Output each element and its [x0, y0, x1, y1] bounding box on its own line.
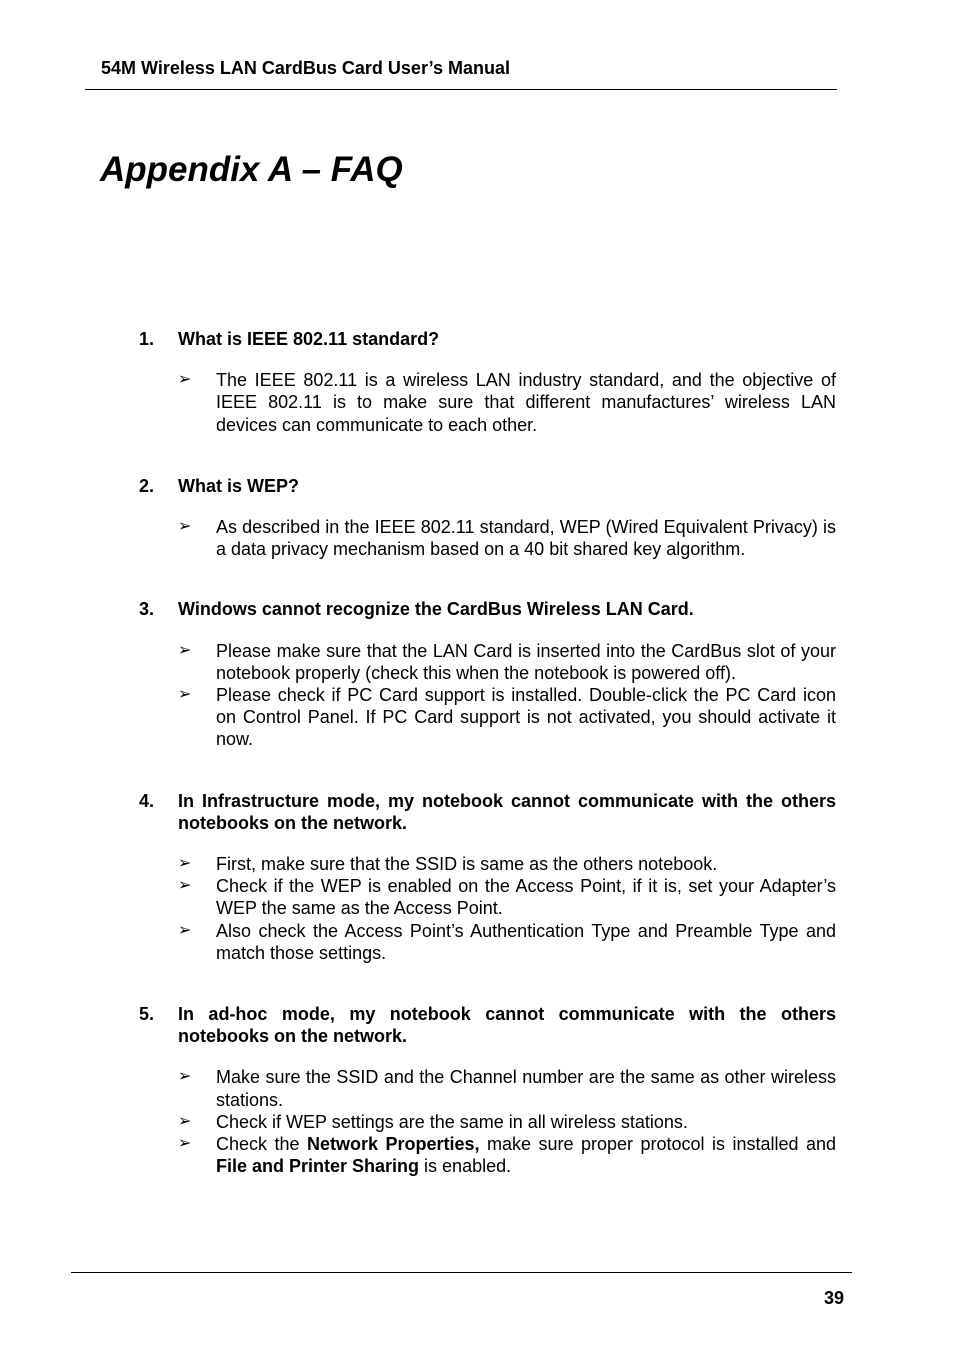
answer-text [216, 1133, 836, 1177]
question-text: In Infrastructure mode, my notebook cannot communicate with the others notebooks on the network. [178, 790, 836, 833]
answer-item [139, 684, 836, 751]
faq-item [139, 1003, 836, 1177]
answer-segment: Make sure the SSID and the Channel number are the same as other wireless stations. [216, 1067, 836, 1110]
answer-item [139, 875, 836, 919]
faq-list [139, 328, 836, 1216]
footer-divider [71, 1272, 852, 1273]
faq-question [139, 475, 836, 497]
header-divider [85, 89, 837, 90]
answer-text [216, 640, 836, 684]
arrow-bullet-icon: ➢ [178, 371, 192, 389]
arrow-bullet-icon: ➢ [178, 1112, 192, 1130]
question-text: What is WEP? [178, 475, 299, 496]
answer-segment: The IEEE 802.11 is a wireless LAN industry standard, and the objective of IEEE 802.11 is to make sure that different manufactures’ wireless LAN devices can communicate to each other. [216, 370, 836, 435]
arrow-bullet-icon: ➢ [178, 1068, 192, 1086]
question-text: Windows cannot recognize the CardBus Wireless LAN Card. [178, 599, 694, 620]
answer-item [139, 369, 836, 436]
faq-question [139, 598, 836, 620]
emphasis-text: File and Printer Sharing [216, 1156, 420, 1177]
answer-segment: make sure proper protocol is installed and [479, 1134, 837, 1155]
answer-segment: Please make sure that the LAN Card is inserted into the CardBus slot of your notebook properly (check this when the notebook is powered off). [216, 640, 836, 683]
faq-item [139, 328, 836, 436]
answer-item [139, 1111, 836, 1133]
faq-question [139, 328, 836, 350]
question-number: 1. [139, 329, 155, 349]
answer-segment: Check if WEP settings are the same in all wireless stations. [216, 1111, 688, 1132]
answer-text [216, 684, 836, 751]
faq-item [139, 598, 836, 750]
arrow-bullet-icon: ➢ [178, 921, 192, 939]
question-text: What is IEEE 802.11 standard? [178, 329, 440, 349]
question-number: 3. [139, 599, 155, 620]
answer-item [139, 516, 836, 560]
arrow-bullet-icon: ➢ [178, 518, 192, 536]
answer-segment: First, make sure that the SSID is same as the others notebook. [216, 854, 718, 875]
answer-text [216, 920, 836, 964]
answer-text [216, 516, 836, 560]
answer-segment: Also check the Access Point’s Authentication Type and Preamble Type and match those settings. [216, 920, 836, 963]
answer-text [216, 875, 836, 919]
question-number: 4. [139, 790, 155, 811]
faq-question [139, 1003, 836, 1047]
arrow-bullet-icon: ➢ [178, 686, 192, 704]
emphasis-text: Network Properties, [307, 1134, 480, 1155]
answer-item [139, 640, 836, 684]
question-number: 5. [139, 1004, 155, 1025]
arrow-bullet-icon: ➢ [178, 877, 192, 895]
answer-segment: is enabled. [419, 1156, 512, 1177]
arrow-bullet-icon: ➢ [178, 855, 192, 873]
answer-list [139, 640, 836, 751]
page-title: Appendix A – FAQ [100, 150, 403, 189]
question-text: In ad-hoc mode, my notebook cannot communicate with the others notebooks on the network. [178, 1004, 836, 1047]
answer-item [139, 1133, 836, 1177]
answer-text [216, 1111, 836, 1133]
answer-list [139, 516, 836, 560]
answer-item [139, 853, 836, 875]
answer-segment: Check the [216, 1134, 307, 1155]
answer-segment: Check if the WEP is enabled on the Access Point, if it is, set your Adapter’s WEP the same as the Access Point. [216, 876, 836, 919]
answer-text [216, 853, 836, 875]
answer-list [139, 1066, 836, 1177]
answer-segment: Please check if PC Card support is installed. Double-click the PC Card icon on Control Panel. If PC Card support is not activated, you should activate it now. [216, 685, 836, 750]
question-number: 2. [139, 475, 155, 496]
answer-item [139, 1066, 836, 1110]
answer-text [216, 369, 836, 436]
faq-question [139, 790, 836, 834]
answer-item [139, 920, 836, 964]
answer-list [139, 853, 836, 964]
answer-list [139, 369, 836, 436]
answer-text [216, 1066, 836, 1110]
faq-item [139, 475, 836, 561]
arrow-bullet-icon: ➢ [178, 641, 192, 659]
running-header: 54M Wireless LAN CardBus Card User’s Manual [101, 58, 510, 78]
faq-item [139, 790, 836, 964]
arrow-bullet-icon: ➢ [178, 1135, 192, 1153]
answer-segment: As described in the IEEE 802.11 standard, WEP (Wired Equivalent Privacy) is a data privacy mechanism based on a 40 bit shared key algorithm. [216, 517, 836, 560]
page-number: 39 [823, 1288, 844, 1308]
